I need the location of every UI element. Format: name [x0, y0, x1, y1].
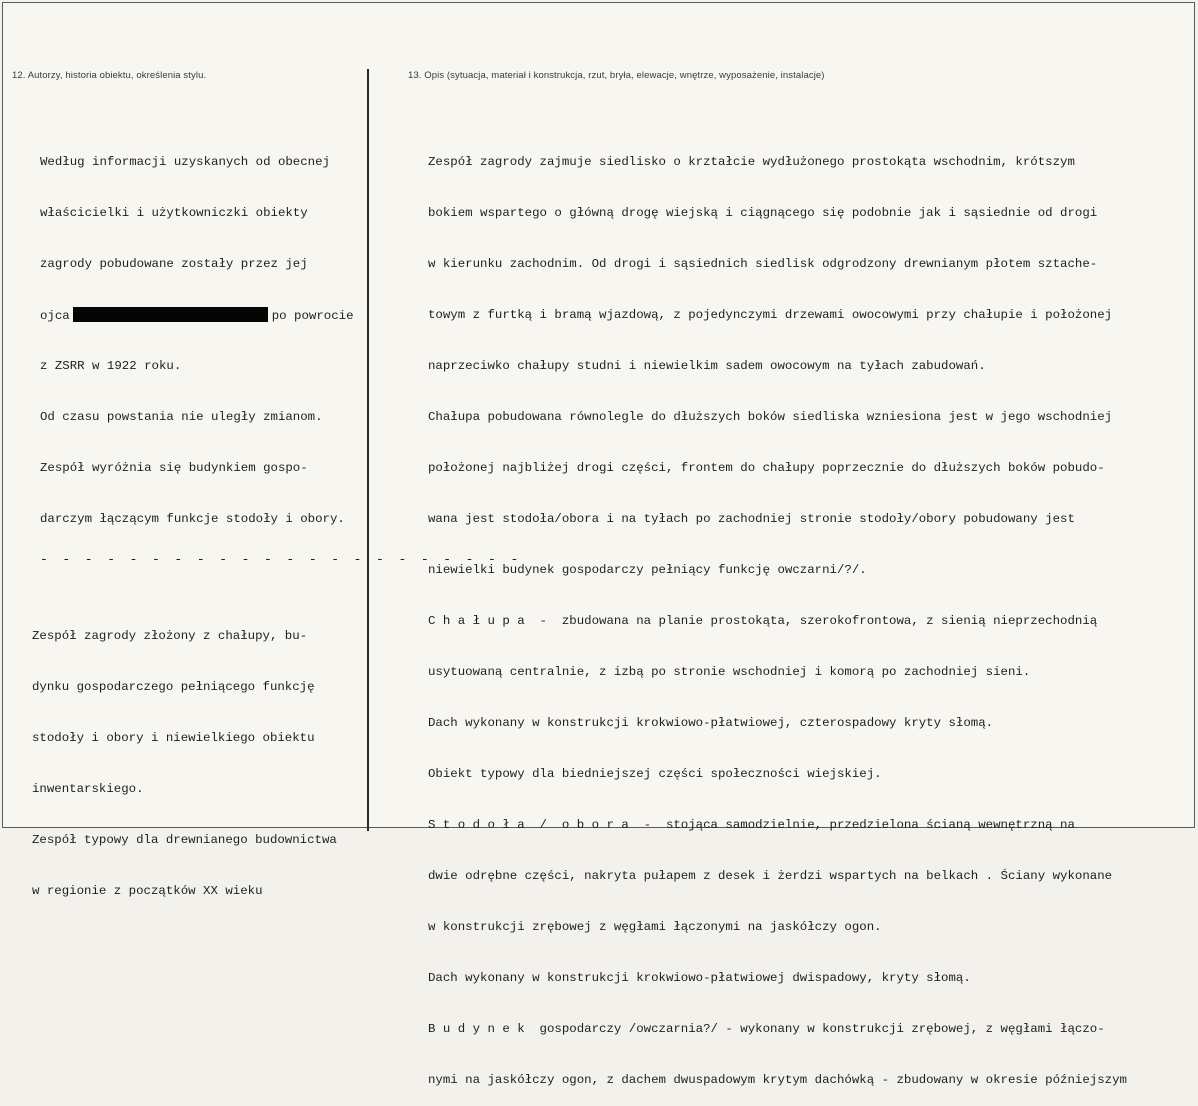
description-line: B u d y n e k gospodarczy /owczarnia?/ - wykonany w konstrukcji zrębowej, z węgłami łączo-	[428, 1022, 1105, 1036]
summary-line: inwentarskiego.	[32, 782, 144, 796]
history-line: właścicielki i użytkowniczki obiekty	[40, 206, 308, 220]
description-line: naprzeciwko chałupy studni i niewielkim sadem owocowym na tyłach zabudowań.	[428, 359, 986, 373]
description-line: Dach wykonany w konstrukcji krokwiowo-płatwiowej, czterospadowy kryty słomą.	[428, 716, 994, 730]
description-line: wana jest stodoła/obora i na tyłach po zachodniej stronie stodoły/obory pobudowany jest	[428, 512, 1075, 526]
history-line: zagrody pobudowane zostały przez jej	[40, 257, 308, 271]
section-12-header: 12. Autorzy, historia obiektu, określenia stylu.	[12, 70, 207, 81]
description-line: S t o d o ł a / o b o r a - stojąca samodzielnie, przedzielona ścianą wewnętrzną na	[428, 818, 1075, 832]
history-line: Zespół wyróżnia się budynkiem gospo-	[40, 461, 308, 475]
description-line: Dach wykonany w konstrukcji krokwiowo-płatwiowej dwispadowy, kryty słomą.	[428, 971, 971, 985]
column-divider	[367, 69, 369, 831]
summary-line: w regionie z początków XX wieku	[32, 884, 263, 898]
history-line-redacted	[40, 307, 354, 324]
redaction-bar	[73, 307, 268, 322]
history-line: darczym łączącym funkcje stodoły i obory.	[40, 512, 345, 526]
description-line: w konstrukcji zrębowej z węgłami łączonymi na jaskółczy ogon.	[428, 920, 882, 934]
history-text	[40, 120, 354, 545]
history-line: Według informacji uzyskanych od obecnej	[40, 155, 330, 169]
description-line: Chałupa pobudowana równolegle do dłuższych boków siedliska wzniesiona jest w jego wschodniej	[428, 410, 1113, 424]
summary-line: Zespół typowy dla drewnianego budownictwa	[32, 833, 337, 847]
summary-line: dynku gospodarczego pełniącego funkcję	[32, 680, 315, 694]
description-line: dwie odrębne części, nakryta pułapem z desek i żerdzi wspartych na belkach . Ściany wykonane	[428, 869, 1113, 883]
description-line: nymi na jaskółczy ogon, z dachem dwuspadowym krytym dachówką - zbudowany w okresie późniejszym	[428, 1073, 1127, 1087]
history-line: Od czasu powstania nie uległy zmianom.	[40, 410, 323, 424]
summary-line: stodoły i obory i niewielkiego obiektu	[32, 731, 315, 745]
description-line: w kierunku zachodnim. Od drogi i sąsiednich siedlisk odgrodzony drewnianym płotem sztache-	[428, 257, 1098, 271]
dashed-separator: - - - - - - - - - - - - - - - - - - - - - -	[40, 552, 522, 567]
description-line: położonej najbliżej drogi części, frontem do chałupy poprzecznie do dłuższych boków pobudo-	[428, 461, 1105, 475]
description-text	[428, 120, 1194, 1106]
description-line: Zespół zagrody zajmuje siedlisko o krztałcie wydłużonego prostokąta wschodnim, krótszym	[428, 155, 1075, 169]
description-line: usytuowaną centralnie, z izbą po stronie wschodniej i komorą po zachodniej sieni.	[428, 665, 1031, 679]
summary-line: Zespół zagrody złożony z chałupy, bu-	[32, 629, 308, 643]
description-line: bokiem wspartego o główną drogę wiejską i ciągnącego się podobnie jak i sąsiednie od drogi	[428, 206, 1098, 220]
description-line: niewielki budynek gospodarczy pełniący funkcję owczarni/?/.	[428, 563, 867, 577]
summary-text	[32, 594, 337, 917]
description-line: Obiekt typowy dla biedniejszej części społeczności wiejskiej.	[428, 767, 882, 781]
description-line: C h a ł u p a - zbudowana na planie prostokąta, szerokofrontowa, z sienią nieprzechodnią	[428, 614, 1098, 628]
section-13-header: 13. Opis (sytuacja, materiał i konstrukcja, rzut, bryła, elewacje, wnętrze, wyposażenie, instalacje)	[408, 70, 825, 81]
history-line-start: ojca	[40, 309, 70, 323]
history-line: z ZSRR w 1922 roku.	[40, 359, 182, 373]
description-line: towym z furtką i bramą wjazdową, z pojedynczymi drzewami owocowymi przy chałupie i położonej	[428, 308, 1113, 322]
history-line-end: po powrocie	[271, 309, 354, 323]
